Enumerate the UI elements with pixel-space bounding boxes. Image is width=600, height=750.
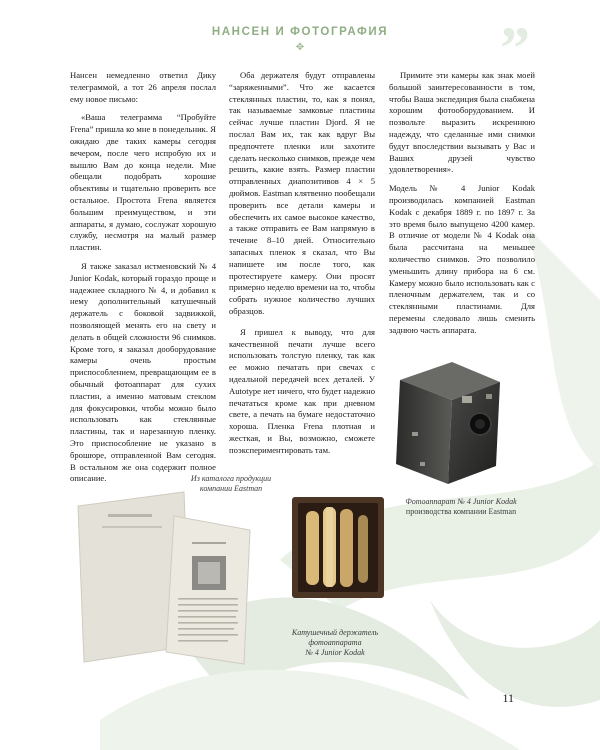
paragraph: Оба держателя будут отправлены “заряженными”. Что же касается стеклянных пластин, то, как я понял, так называемые замковые пластины сейчас лучше пластин Djord. Я не послал Вам их, так как вдруг Вы предпочтете пленки или захотите сделать несколько снимков, прежде чем решить, какие взять. Размер пластин отправленных диапозитивов 4 × 5 дюймов. Eastman клятвенно пообещали проверить все детали камеры и обеспечить их самое высокое качество, а также отправить ее Вам напрямую в течение 8–10 дней. Относительно запасных пленок я сказал, что Вы напишете им после того, как протестируете камеру. Они просят примерно неделю времени на то, чтобы собрать нужное количество лучших образцов.	[229, 70, 375, 316]
quote-mark-decoration: ”	[500, 15, 530, 81]
paragraph: Я также заказал истменовский № 4 Junior Kodak, который гораздо проще и надежнее складного № 4, и добавил к нему дополнительный катушечный держатель с боковой задвижкой, позволяющей менять его на свету и делать в общей сложности 96 снимков. Кроме того, я заказал дооборудование камеры очень простым приспособлением, превращающим ее в обычный фотоаппарат для сухих пластин, а именно матовым стеклом для фокусировки, чтобы можно было использовать как стеклянные пластины, так и нарезанную пленку. Это приспособление не указано в брошюре, отправленной Вам сегодня. В остальном же она содержит полное описание.	[70, 260, 216, 484]
paragraph: Я пришел к выводу, что для качественной печати лучше всего использовать толстую пленку, так как ее можно печатать при свечах с идеальной передачей всех деталей. У Autotype нет ничего, что будет надежно печататься кроме как при дневном свете, а печать на бумаге недостаточно хороша. Пленка Frena плотная и жесткая, и Вы, возможно, сможете поэкспериментировать там.	[229, 326, 375, 455]
caption-line: Фотоаппарат № 4 Junior Kodak	[405, 497, 517, 506]
holder-caption	[270, 628, 400, 658]
roll-holder-photo	[290, 495, 386, 600]
running-header: НАНСЕН И ФОТОГРАФИЯ	[211, 26, 389, 38]
text-column-1	[70, 70, 216, 492]
catalog-caption	[176, 474, 286, 494]
caption-line: Катушечный держатель фотоаппарата	[291, 628, 379, 647]
caption-line: Из каталога продукции	[190, 474, 272, 483]
kodak-camera-photo	[382, 352, 512, 492]
caption-line: № 4 Junior Kodak	[305, 648, 365, 657]
eastman-catalog-photo	[74, 486, 264, 666]
paragraph: «Ваша телеграмма “Пробуйте Frena” пришла ко мне в понедельник. Я ожидаю две таких камеры сегодня вечером, после чего испробую их и вышлю Вам до конца недели. Мне обещали подобрать хорошие объективы и тщательно проверить все остальное. Простота Frena является большим преимуществом, и эти аппараты, я думаю, сослужат хорошую службу, несмотря на малый размер пластин.	[70, 112, 216, 253]
text-column-2	[229, 70, 375, 464]
paragraph: Нансен немедленно ответил Дику телеграммой, а тот 26 апреля послал ему новое письмо:	[70, 70, 216, 104]
text-column-3	[389, 70, 535, 344]
paragraph: Модель № 4 Junior Kodak производилась компанией Eastman Kodak с декабря 1889 г. по 1897 г. За это время было выпущено 4200 камер. В отличие от модели № 4 Kodak она была рассчитана на меньшее количество снимков. Это позволило уменьшить длину прибора на 6 см. Камеру можно было использовать как с пленочным держателем, так и со стеклянными пластинами. Для перемены следовало лишь сменить заднюю часть аппарата.	[389, 183, 535, 335]
caption-line: производства компании Eastman	[405, 507, 517, 516]
camera-caption	[395, 497, 527, 517]
caption-line: компании Eastman	[199, 484, 263, 493]
page-number: 11	[502, 691, 514, 705]
header-ornament: ✥	[295, 42, 305, 53]
paragraph: Примите эти камеры как знак моей большой заинтересованности в том, чтобы Ваша экспедиция была снабжена хорошим фотооборудованием. И позвольте выразить искреннюю надежду, что сделанные ими снимки будут впоследствии вызывать у Вас и Ваших друзей чувство удовлетворения».	[389, 70, 535, 175]
